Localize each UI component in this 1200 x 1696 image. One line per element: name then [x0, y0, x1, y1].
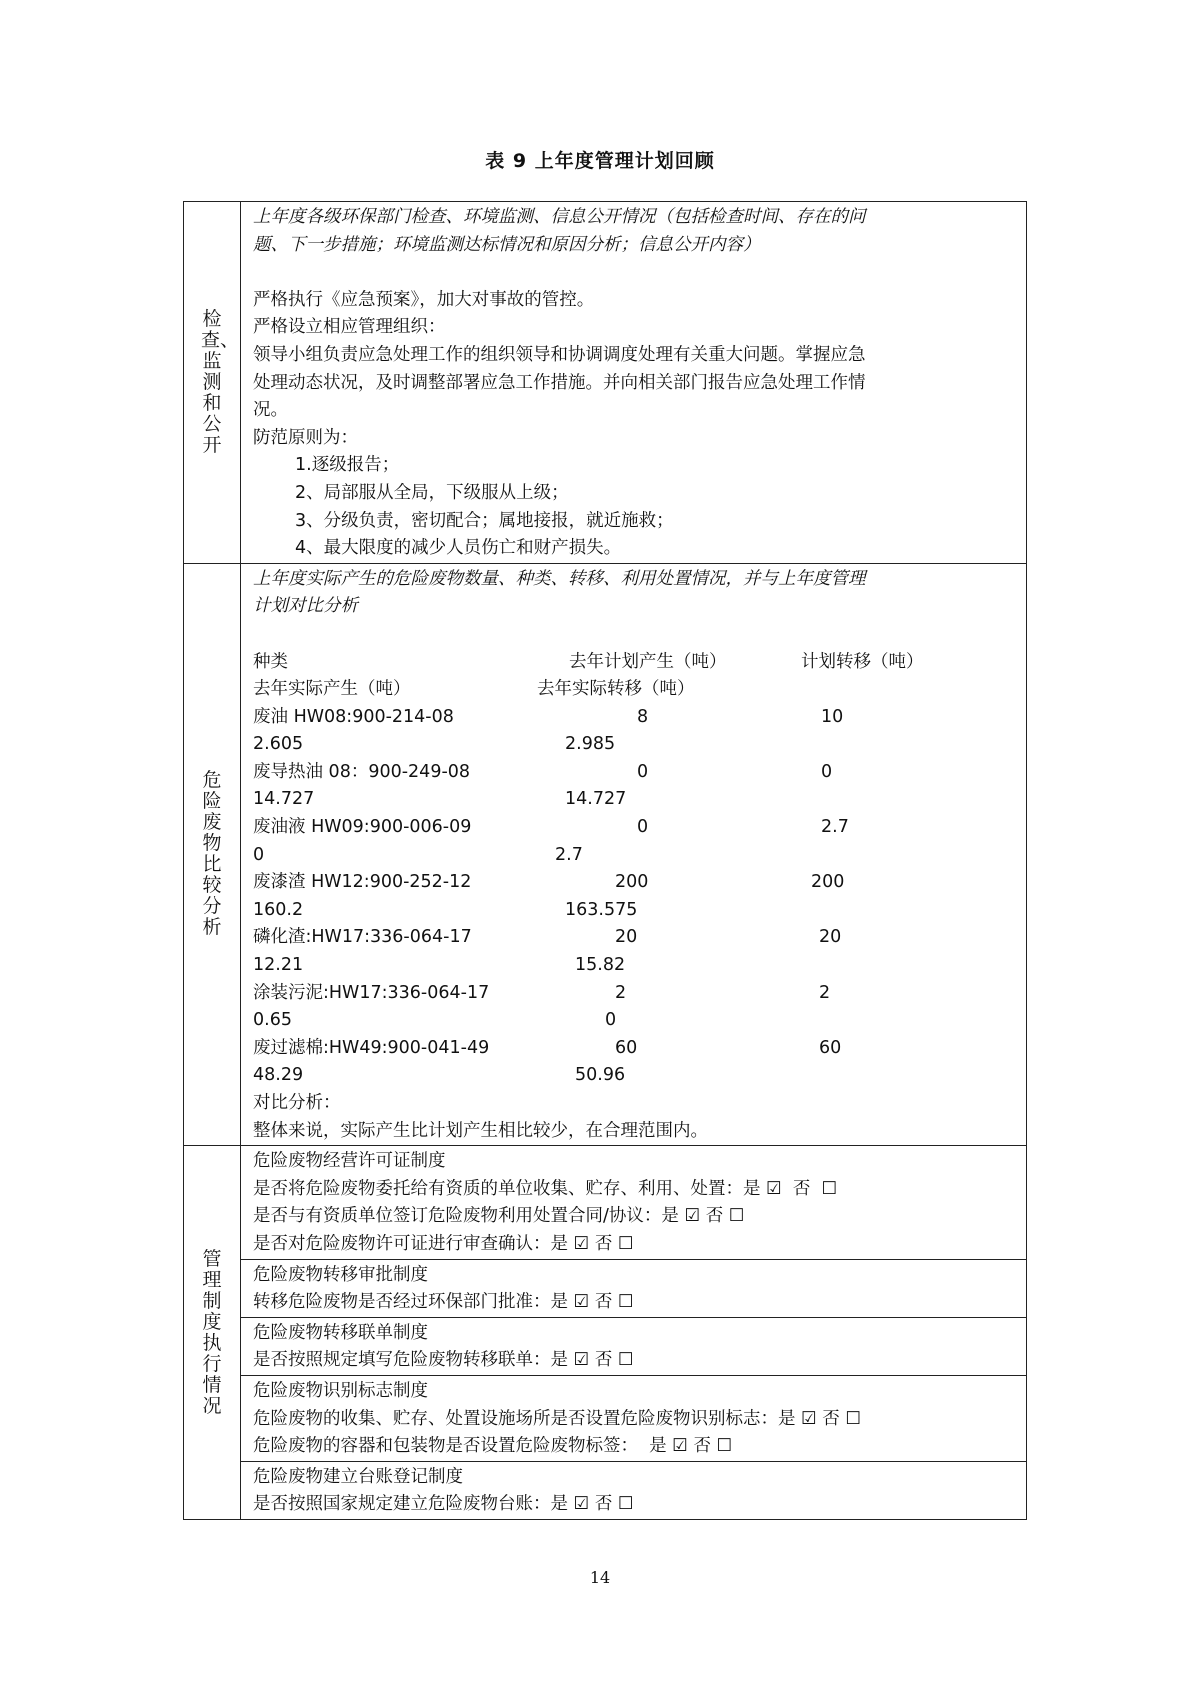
policy-check-line: 是否按照规定填写危险废物转移联单：是 ☑ 否 ☐	[253, 1350, 634, 1371]
section-content-waste	[241, 563, 1027, 1145]
waste-plan-transfer: 20	[819, 927, 842, 948]
waste-items-list	[253, 704, 1016, 1090]
waste-item-row	[253, 759, 1016, 787]
policy-block	[241, 1259, 1027, 1317]
policy-block	[241, 1375, 1027, 1461]
section-heading-line: 上年度实际产生的危险废物数量、种类、转移、利用处置情况，并与上年度管理	[253, 568, 866, 589]
principle-item: 2、局部服从全局，下级服从上级；	[295, 482, 569, 503]
waste-actual: 0	[253, 844, 265, 865]
waste-name: 磷化渣:HW17:336-064-17	[253, 927, 472, 948]
waste-plan-transfer: 2.7	[821, 817, 849, 838]
waste-actual-transfer: 2.7	[555, 844, 583, 865]
policy-row	[184, 1375, 1027, 1461]
waste-item-row	[253, 731, 1016, 759]
policy-check-line: 转移危险废物是否经过环保部门批准：是 ☑ 否 ☐	[253, 1292, 634, 1313]
principle-item: 3、分级负责，密切配合；属地接报，就近施救；	[295, 510, 674, 531]
waste-plan-transfer: 2	[819, 982, 831, 1003]
policy-row	[184, 1259, 1027, 1317]
waste-actual: 48.29	[253, 1065, 304, 1086]
blank-line	[253, 621, 1016, 649]
waste-item-row	[253, 704, 1016, 732]
waste-actual: 14.727	[253, 789, 315, 810]
waste-actual: 160.2	[253, 899, 304, 920]
policy-check-line: 危险废物的容器和包装物是否设置危险废物标签： 是 ☑ 否 ☐	[253, 1436, 733, 1457]
waste-actual: 2.605	[253, 734, 304, 755]
waste-planned: 8	[637, 706, 649, 727]
section-label-cell	[184, 202, 241, 564]
policy-title: 危险废物建立台账登记制度	[253, 1466, 463, 1487]
section-waste-comparison-row	[184, 563, 1027, 1145]
section-heading-line: 计划对比分析	[253, 596, 358, 617]
waste-actual-transfer: 50.96	[575, 1065, 626, 1086]
waste-plan-transfer: 60	[819, 1037, 842, 1058]
waste-name: 废过滤棉:HW49:900-041-49	[253, 1037, 490, 1058]
page-number: 14	[589, 1568, 611, 1587]
section-label-management: 管理制度执行情况	[202, 1247, 222, 1417]
header-row	[253, 649, 1016, 677]
waste-name: 废油 HW08:900-214-08	[253, 706, 454, 727]
policy-check-line: 危险废物的收集、贮存、处置设施场所是否设置危险废物识别标志：是 ☑ 否 ☐	[253, 1408, 862, 1429]
waste-name: 废导热油 08：900-249-08	[253, 761, 471, 782]
waste-actual-transfer: 2.985	[565, 734, 616, 755]
waste-item-row	[253, 869, 1016, 897]
waste-planned: 200	[615, 872, 649, 893]
text-line: 况。	[253, 400, 288, 421]
waste-plan-transfer: 200	[811, 872, 845, 893]
section-inspection-row	[184, 202, 1027, 564]
waste-planned: 60	[615, 1037, 638, 1058]
policy-check-line: 是否将危险废物委托给有资质的单位收集、贮存、利用、处置：是 ☑ 否 ☐	[253, 1178, 838, 1199]
waste-item-row	[253, 786, 1016, 814]
waste-item-row	[253, 842, 1016, 870]
waste-actual-transfer: 14.727	[565, 789, 627, 810]
waste-item-row	[253, 952, 1016, 980]
header-type: 种类	[253, 651, 288, 672]
waste-plan-transfer: 10	[821, 706, 844, 727]
policy-check-line: 是否按照国家规定建立危险废物台账：是 ☑ 否 ☐	[253, 1494, 634, 1515]
text-line: 处理动态状况，及时调整部署应急工作措施。并向相关部门报告应急处理工作情	[253, 372, 866, 393]
waste-actual: 0.65	[253, 1010, 292, 1031]
waste-name: 涂装污泥:HW17:336-064-17	[253, 982, 490, 1003]
section-heading-line: 题、下一步措施；环境监测达标情况和原因分析；信息公开内容）	[253, 234, 761, 255]
text-line: 领导小组负责应急处理工作的组织领导和协调调度处理有关重大问题。掌握应急	[253, 344, 866, 365]
waste-item-row	[253, 1062, 1016, 1090]
policy-title: 危险废物识别标志制度	[253, 1380, 428, 1401]
section-label-cell	[184, 563, 241, 1145]
section-content-inspection	[241, 202, 1027, 564]
section-label-waste: 危险废物比较分析	[202, 769, 222, 939]
waste-actual: 12.21	[253, 955, 304, 976]
principle-item: 4、最大限度的减少人员伤亡和财产损失。	[295, 538, 622, 559]
policy-title: 危险废物转移审批制度	[253, 1264, 428, 1285]
waste-item-row	[253, 1035, 1016, 1063]
analysis-text: 整体来说，实际产生比计划产生相比较少，在合理范围内。	[253, 1120, 708, 1141]
waste-item-row	[253, 924, 1016, 952]
waste-actual-transfer: 163.575	[565, 899, 638, 920]
policy-title: 危险废物经营许可证制度	[253, 1151, 446, 1172]
waste-item-row	[253, 814, 1016, 842]
policy-block	[241, 1461, 1027, 1519]
policy-block	[241, 1317, 1027, 1375]
text-line: 严格设立相应管理组织：	[253, 317, 446, 338]
text-line: 防范原则为：	[253, 427, 358, 448]
waste-plan-transfer: 0	[821, 761, 833, 782]
policy-row	[184, 1317, 1027, 1375]
waste-actual-transfer: 0	[605, 1010, 617, 1031]
policy-check-line: 是否对危险废物许可证进行审查确认：是 ☑ 否 ☐	[253, 1233, 634, 1254]
header-actual-transfer: 去年实际转移（吨）	[537, 679, 695, 700]
section-heading-line: 上年度各级环保部门检查、环境监测、信息公开情况（包括检查时间、存在的问	[253, 207, 866, 227]
waste-item-row	[253, 897, 1016, 925]
section-label-inspection: 检查、监测和公开	[201, 307, 240, 456]
waste-actual-transfer: 15.82	[575, 955, 626, 976]
header-plan-transfer: 计划转移（吨）	[801, 651, 924, 672]
waste-name: 废漆渣 HW12:900-252-12	[253, 872, 472, 893]
waste-planned: 0	[637, 817, 649, 838]
waste-name: 废油液 HW09:900-006-09	[253, 817, 472, 838]
waste-item-row	[253, 980, 1016, 1008]
waste-planned: 2	[615, 982, 627, 1003]
policy-check-line: 是否与有资质单位签订危险废物利用处置合同/协议：是 ☑ 否 ☐	[253, 1206, 745, 1227]
page-title: 表 9 上年度管理计划回顾	[485, 150, 715, 172]
header-row	[253, 676, 1016, 704]
policy-title: 危险废物转移联单制度	[253, 1322, 428, 1343]
analysis-label: 对比分析：	[253, 1093, 341, 1113]
policy-row	[184, 1461, 1027, 1519]
section-label-cell	[184, 1146, 241, 1520]
waste-item-row	[253, 1007, 1016, 1035]
policy-block	[241, 1146, 1027, 1259]
principle-item: 1.逐级报告；	[295, 455, 400, 476]
header-actual: 去年实际产生（吨）	[253, 679, 411, 700]
blank-line	[253, 259, 1016, 287]
management-review-table	[183, 201, 1027, 1520]
section-management-row	[184, 1146, 1027, 1259]
waste-planned: 0	[637, 761, 649, 782]
waste-planned: 20	[615, 927, 638, 948]
text-line: 严格执行《应急预案》，加大对事故的管控。	[253, 289, 595, 310]
header-planned: 去年计划产生（吨）	[569, 651, 727, 672]
